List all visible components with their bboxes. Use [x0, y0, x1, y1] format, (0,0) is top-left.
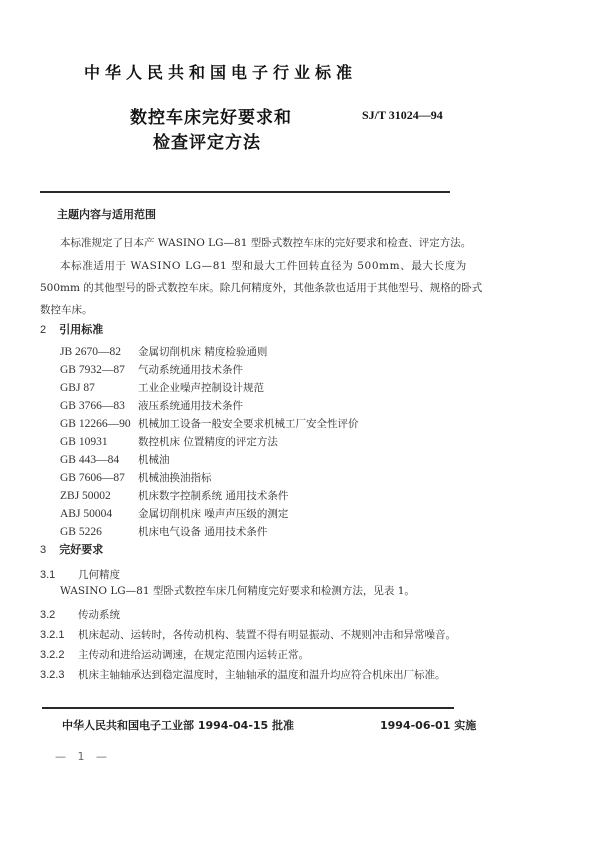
reference-title: 数控机床 位置精度的评定方法 — [138, 436, 278, 448]
section-3-heading: 完好要求 — [59, 543, 104, 556]
reference-code: GB 3766—83 — [60, 400, 125, 412]
reference-title: 液压系统通用技术条件 — [138, 400, 243, 412]
standard-number: SJ/T 31024—94 — [362, 108, 443, 122]
reference-item — [60, 466, 212, 485]
section-1-para-2: 本标准适用于 WASINO LG—81 型和最大工件回转直径为 500mm、最大长度为 — [60, 260, 467, 272]
reference-item — [60, 412, 359, 431]
reference-item — [60, 502, 288, 521]
approval-line: 中华人民共和国电子工业部 1994-04-15 批准 — [62, 719, 295, 732]
reference-title: 工业企业噪声控制设计规范 — [138, 382, 264, 394]
reference-item — [60, 520, 267, 539]
reference-code: ZBJ 50002 — [60, 490, 111, 502]
header-divider — [40, 191, 450, 193]
clause-3-1-body: WASINO LG—81 型卧式数控车床几何精度完好要求和检测方法，见表 1。 — [60, 585, 415, 597]
reference-title: 气动系统通用技术条件 — [138, 364, 243, 376]
reference-item — [60, 430, 278, 449]
section-3-header — [40, 538, 103, 557]
reference-item — [60, 340, 267, 359]
reference-item — [60, 376, 264, 395]
clause-3-1 — [40, 563, 120, 582]
section-1-para-1: 本标准规定了日本产 WASINO LG—81 型卧式数控车床的完好要求和检查、评定方法。 — [60, 237, 472, 249]
reference-code: GB 7606—87 — [60, 472, 125, 484]
document-title-line2: 检查评定方法 — [153, 133, 261, 153]
section-2-heading: 引用标准 — [59, 323, 104, 336]
reference-code: JB 2670—82 — [60, 346, 122, 358]
clause-text: 传动系统 — [78, 609, 120, 621]
reference-code: ABJ 50004 — [60, 508, 113, 520]
reference-title: 机械油 — [138, 454, 170, 466]
clause-text: 主传动和进给运动调速，在规定范围内运转正常。 — [78, 649, 309, 661]
reference-item — [60, 484, 288, 503]
reference-code: GB 12266—90 — [60, 418, 131, 430]
reference-code: GB 443—84 — [60, 454, 120, 466]
reference-item — [60, 358, 243, 377]
section-1-heading: 主题内容与适用范围 — [57, 208, 156, 221]
reference-code: GBJ 87 — [60, 382, 95, 394]
section-3-number: 3 — [40, 544, 47, 556]
clause-number: 3.2 — [40, 609, 56, 621]
effective-date: 1994-06-01 实施 — [380, 719, 477, 732]
reference-code: GB 5226 — [60, 526, 102, 538]
clause-3-2 — [40, 603, 120, 622]
reference-title: 机械油换油指标 — [138, 472, 212, 484]
reference-title: 金属切削机床 噪声声压级的测定 — [138, 508, 289, 520]
clause-3-2-1 — [40, 623, 456, 642]
page-number: — 1 — — [55, 750, 111, 763]
reference-code: GB 7932—87 — [60, 364, 125, 376]
clause-3-2-3 — [40, 663, 446, 682]
reference-title: 机械加工设备一般安全要求机械工厂安全性评价 — [138, 418, 359, 430]
reference-code: GB 10931 — [60, 436, 108, 448]
reference-item — [60, 394, 243, 413]
reference-title: 机床电气设备 通用技术条件 — [138, 526, 268, 538]
clause-text: 几何精度 — [78, 569, 120, 581]
section-2-number: 2 — [40, 324, 47, 336]
issuing-organization: 中华人民共和国电子行业标准 — [84, 63, 358, 82]
reference-item — [60, 448, 170, 467]
clause-number: 3.2.1 — [40, 629, 65, 641]
reference-title: 金属切削机床 精度检验通则 — [138, 346, 268, 358]
section-2-header — [40, 318, 103, 337]
footer-divider — [42, 707, 454, 709]
clause-number: 3.1 — [40, 569, 56, 581]
clause-number: 3.2.3 — [40, 669, 65, 681]
reference-title: 机床数字控制系统 通用技术条件 — [138, 490, 289, 502]
clause-text: 机床起动、运转时，各传动机构、装置不得有明显振动、不规则冲击和异常噪音。 — [78, 629, 456, 641]
clause-3-2-2 — [40, 643, 309, 662]
clause-text: 机床主轴轴承达到稳定温度时，主轴轴承的温度和温升均应符合机床出厂标准。 — [78, 669, 446, 681]
section-1-para-4: 数控车床。 — [40, 304, 93, 316]
document-title-line1: 数控车床完好要求和 — [130, 108, 292, 128]
clause-number: 3.2.2 — [40, 649, 65, 661]
section-1-para-3: 500mm 的其他型号的卧式数控车床。除几何精度外，其他条款也适用于其他型号、规格的卧式 — [40, 282, 483, 294]
